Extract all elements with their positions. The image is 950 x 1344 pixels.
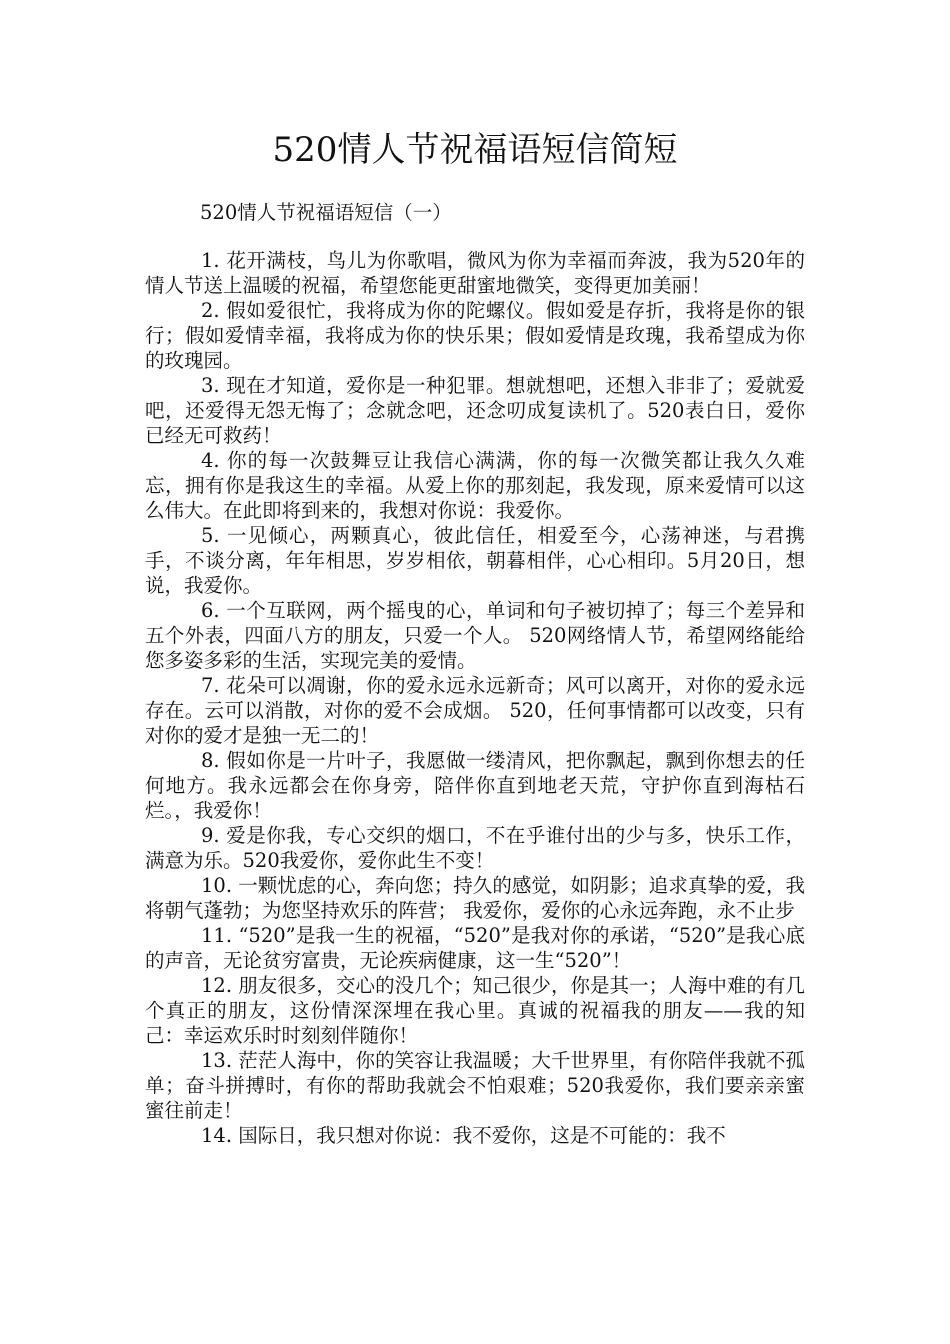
section-heading: 520情人节祝福语短信（一） — [200, 201, 452, 224]
document-body — [145, 248, 805, 1148]
paragraph-9: 9. 爱是你我，专心交织的烟口，不在乎谁付出的少与多，快乐工作，满意为乐。520我爱你，爱你此生不变！ — [145, 824, 805, 872]
paragraph-12: 12. 朋友很多，交心的没几个；知己很少，你是其一；人海中难的有几个真正的朋友，这份情深深埋在我心里。真诚的祝福我的朋友——我的知己：幸运欢乐时时刻刻伴随你！ — [145, 974, 805, 1047]
paragraph-1: 1. 花开满枝，鸟儿为你歌唱，微风为你为幸福而奔波，我为520年的情人节送上温暖的祝福，希望您能更甜蜜地微笑，变得更加美丽！ — [145, 249, 805, 297]
paragraph-11: 11. “520”是我一生的祝福，“520”是我对你的承诺，“520”是我心底的声音，无论贫穷富贵，无论疾病健康，这一生“520”！ — [145, 924, 805, 972]
paragraph-10: 10. 一颗忧虑的心，奔向您；持久的感觉，如阴影；追求真挚的爱，我将朝气蓬勃；为您坚持欢乐的阵营； 我爱你，爱你的心永远奔跑，永不止步 — [145, 874, 805, 922]
paragraph-8: 8. 假如你是一片叶子，我愿做一缕清风，把你飘起，飘到你想去的任何地方。我永远都会在你身旁，陪伴你直到地老天荒，守护你直到海枯石烂。，我爱你！ — [145, 749, 805, 822]
paragraph-7: 7. 花朵可以凋谢，你的爱永远永远新奇；风可以离开，对你的爱永远存在。云可以消散，对你的爱不会成烟。 520，任何事情都可以改变，只有对你的爱才是独一无二的！ — [145, 674, 805, 747]
paragraph-4: 4. 你的每一次鼓舞豆让我信心满满，你的每一次微笑都让我久久难忘，拥有你是我这生的幸福。从爱上你的那刻起，我发现，原来爱情可以这么伟大。在此即将到来的，我想对你说：我爱你。 — [145, 449, 805, 522]
paragraph-5: 5. 一见倾心，两颗真心，彼此信任，相爱至今，心荡神迷，与君携手，不谈分离，年年相思，岁岁相依，朝暮相伴，心心相印。5月20日，想说，我爱你。 — [145, 524, 805, 597]
paragraph-3: 3. 现在才知道，爱你是一种犯罪。想就想吧，还想入非非了；爱就爱吧，还爱得无怨无悔了；念就念吧，还念叨成复读机了。520表白日，爱你已经无可救药！ — [145, 374, 805, 447]
paragraph-13: 13. 茫茫人海中，你的笑容让我温暖；大千世界里，有你陪伴我就不孤单；奋斗拼搏时，有你的帮助我就会不怕艰难；520我爱你，我们要亲亲蜜蜜往前走！ — [145, 1049, 805, 1122]
paragraph-14: 14. 国际日，我只想对你说：我不爱你，这是不可能的：我不 — [201, 1124, 726, 1147]
paragraph-6: 6. 一个互联网，两个摇曳的心，单词和句子被切掉了；每三个差异和五个外表，四面八方的朋友，只爱一个人。 520网络情人节，希望网络能给您多姿多彩的生活，实现完美的爱情。 — [145, 599, 805, 672]
paragraph-2: 2. 假如爱很忙，我将成为你的陀螺仪。假如爱是存折，我将是你的银行；假如爱情幸福，我将成为你的快乐果；假如爱情是玫瑰，我希望成为你的玫瑰园。 — [145, 299, 805, 372]
page-title: 520情人节祝福语短信简短 — [272, 130, 678, 170]
